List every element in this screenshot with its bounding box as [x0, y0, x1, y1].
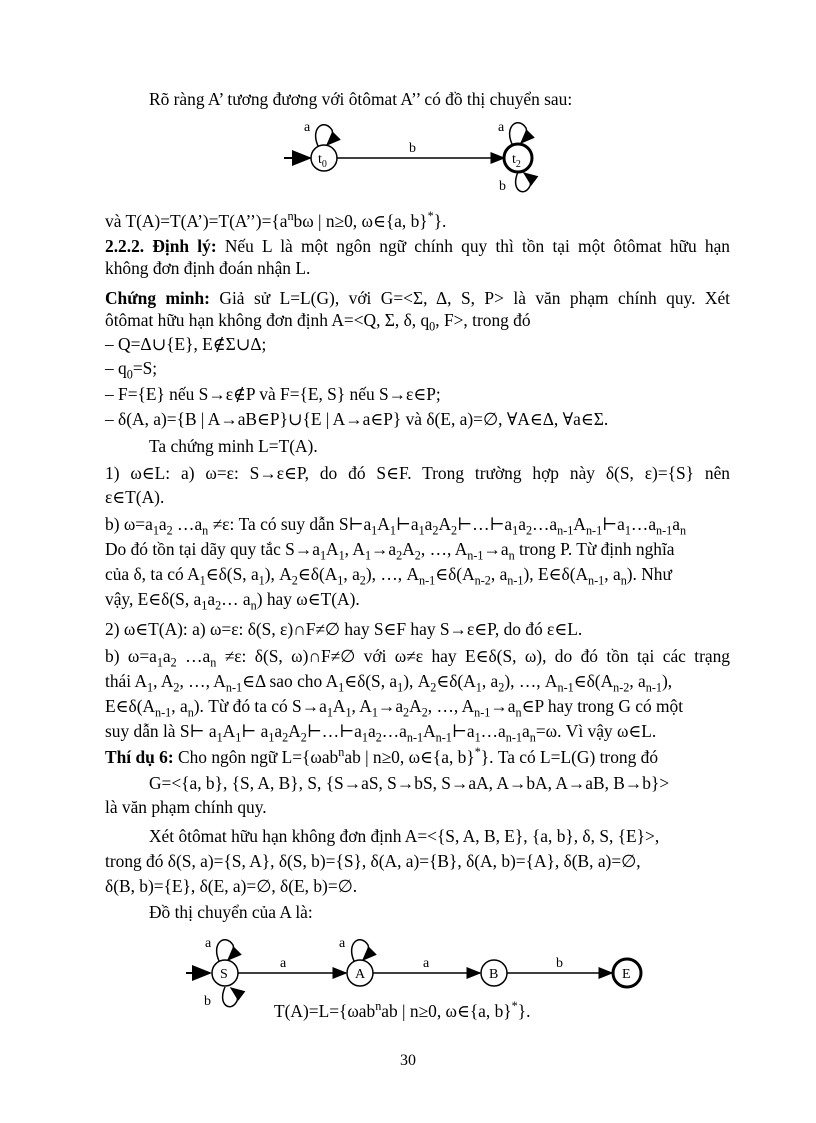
automaton-diagram-1	[270, 110, 570, 196]
intro-line: Rõ ràng A’ tương đương với ôtômat A’’ có đồ thị chuyển sau:	[149, 89, 573, 109]
case1-a-cont: ε∈T(A).	[105, 487, 165, 507]
def-delta: – δ(A, a)={B | A→aB∈P}∪{E | A→a∈P} và δ(E, a)=∅, ∀A∈Δ, ∀a∈Σ.	[105, 409, 609, 429]
example-line: Thí dụ 6: Cho ngôn ngữ L={ωab$^n$ab | n≥0, ω∈{a, b}*}. Ta có L=L(G) trong đó	[105, 745, 659, 767]
state-t2-label: $t_2$	[512, 152, 521, 170]
label-edge-A-B: a	[423, 956, 430, 971]
proof-heading: Chứng minh:	[105, 288, 210, 308]
proof-line: Chứng minh: Giả sử L=L(G), với G=<Σ, Δ, S, P> là văn phạm chính quy. Xét	[105, 288, 730, 308]
loop-S-bottom	[223, 987, 238, 1007]
theorem-line-2: không đơn định đoán nhận L.	[105, 258, 311, 278]
label-A-loop: a	[339, 936, 346, 951]
loop-t0	[316, 125, 333, 146]
label-edge-t0-t2: b	[409, 141, 416, 156]
state-E-label: E	[622, 967, 631, 982]
state-t0-label: $t_0$	[318, 152, 327, 170]
loop-t2-top	[510, 123, 527, 144]
theorem-line: 2.2.2. Định lý: Nếu L là một ngôn ngữ chính quy thì tồn tại một ôtômat hữu hạn	[105, 236, 730, 256]
grammar-line: G=<{a, b}, {S, A, B}, S, {S→aS, S→bS, S→aA, A→bA, A→aB, B→b}>	[149, 773, 670, 793]
automaton-def: Xét ôtômat hữu hạn không đơn định A=<{S, A, B, E}, {a, b}, δ, S, {E}>,	[149, 826, 660, 846]
loop-S-top	[217, 940, 234, 961]
case2-b-2: thái $A_1$, $A_2$, …, $A_{n-1}\in\Delta$ sao cho $A_1\in\delta(S$, $a_1$), $A_2\in\delta(A_1$, $a_2$), …, $A_{n-1}\in\delta(A_{n-2}$, $a_{n-1}$),	[105, 671, 673, 695]
label-S-loop-bottom: b	[204, 994, 211, 1009]
line-T: và $T(A)=T(A’)=T(A’’)=\{a^nb\omega$ | n≥0, ω∈{a, b}*}.	[105, 209, 447, 231]
label-S-loop-top: a	[205, 936, 212, 951]
proof-goal: Ta chứng minh L=T(A).	[149, 436, 318, 456]
case1-b-3: của δ, ta có $A_1\in\delta(S$, $a_1$), $A_2\in\delta(A_1$, $a_2$), …, $A_{n-1}\in\delta(A_{n-2}$, $a_{n-1}$), $E\in\delta(A_{n-1}$, $a_n$). Như	[105, 564, 672, 588]
case1-b-2: Do đó tồn tại dãy quy tắc $S\to a_1A_1$, $A_1\to a_2A_2$, …, $A_{n-1}\to a_n$ trong P. Từ định nghĩa	[105, 539, 675, 563]
case2-b-3: $E\in\delta(A_{n-1}$, $a_n$). Từ đó ta có $S\to a_1A_1$, $A_1\to a_2A_2$, …, $A_{n-1}\to a_n\in P$ hay trong G có một	[105, 696, 684, 720]
state-S-label: S	[220, 967, 228, 982]
transitions-line-2: δ(B, b)={E}, δ(E, a)=∅, δ(E, b)=∅.	[105, 876, 358, 896]
label-t2-loop-bottom: b	[499, 179, 506, 194]
case1-b-4: vậy, E∈δ(S, $a_1a_2\dots$ $a_n$) hay ω∈T(A).	[105, 589, 360, 613]
grammar-line-2: là văn phạm chính quy.	[105, 797, 267, 817]
loop-A	[352, 940, 369, 961]
theorem-heading: 2.2.2. Định lý:	[105, 236, 217, 256]
state-A-label: A	[355, 967, 366, 982]
label-t0-loop: a	[304, 120, 311, 135]
def-Q: – Q=Δ∪{E}, E∉Σ∪Δ;	[105, 334, 267, 354]
final-line: T(A)=L={ωab$^n$ab | n≥0, ω∈{a, b}*}.	[274, 999, 531, 1021]
page-number: 30	[400, 1052, 416, 1069]
diagram2-caption: Đồ thị chuyển của A là:	[149, 902, 313, 922]
label-edge-S-A: a	[280, 956, 287, 971]
case1-b: b) $\omega=a_1a_2$ $\dots a_n \ne\varepsilon$: Ta có suy dẫn $S⊢a_1A_1⊢a_1a_2A_2⊢\dots⊢a_1a_2\dots a_{n-1}A_{n-1}⊢a_1\dots a_{n-1}a_n$	[105, 514, 687, 538]
state-B-label: B	[489, 967, 499, 982]
label-t2-loop-top: a	[498, 120, 505, 135]
case2-b: b) $\omega=a_1a_2$ $\dots a_n \ne\varepsilon$: δ(S, ω)∩F≠∅ với ω≠ε hay E∈δ(S, ω), do đó tồn tại các trạng	[105, 646, 730, 670]
case1-a: 1) ω∈L: a) ω=ε: S→ε∈P, do đó S∈F. Trong trường hợp này δ(S, ε)={S} nên	[105, 463, 730, 483]
case2-a: 2) ω∈T(A): a) ω=ε: δ(S, ε)∩F≠∅ hay S∈F hay S→ε∈P, do đó ε∈L.	[105, 619, 583, 639]
loop-t2-bottom	[516, 172, 531, 192]
transitions-line: trong đó δ(S, a)={S, A}, δ(S, b)={S}, δ(A, a)={B}, δ(A, b)={A}, δ(B, a)=∅,	[105, 851, 641, 871]
def-F: – F={E} nếu S→ε∉P và F={E, S} nếu S→ε∈P;	[105, 384, 441, 404]
case2-b-4: suy dẫn là S⊢ $a_1A_1⊢$ $a_1a_2A_2⊢\dots⊢a_1a_2\dots a_{n-1}A_{n-1}⊢a_1\dots a_{n-1}a_n=\omega$. Vì vậy ω∈L.	[105, 721, 657, 745]
label-edge-B-E: b	[556, 956, 563, 971]
proof-line-2: ôtômat hữu hạn không đơn định A=<Q, Σ, δ, $q_0$, F>, trong đó	[105, 310, 531, 334]
def-q0: – $q_0=S$;	[105, 358, 158, 382]
example-heading: Thí dụ 6:	[105, 747, 174, 767]
